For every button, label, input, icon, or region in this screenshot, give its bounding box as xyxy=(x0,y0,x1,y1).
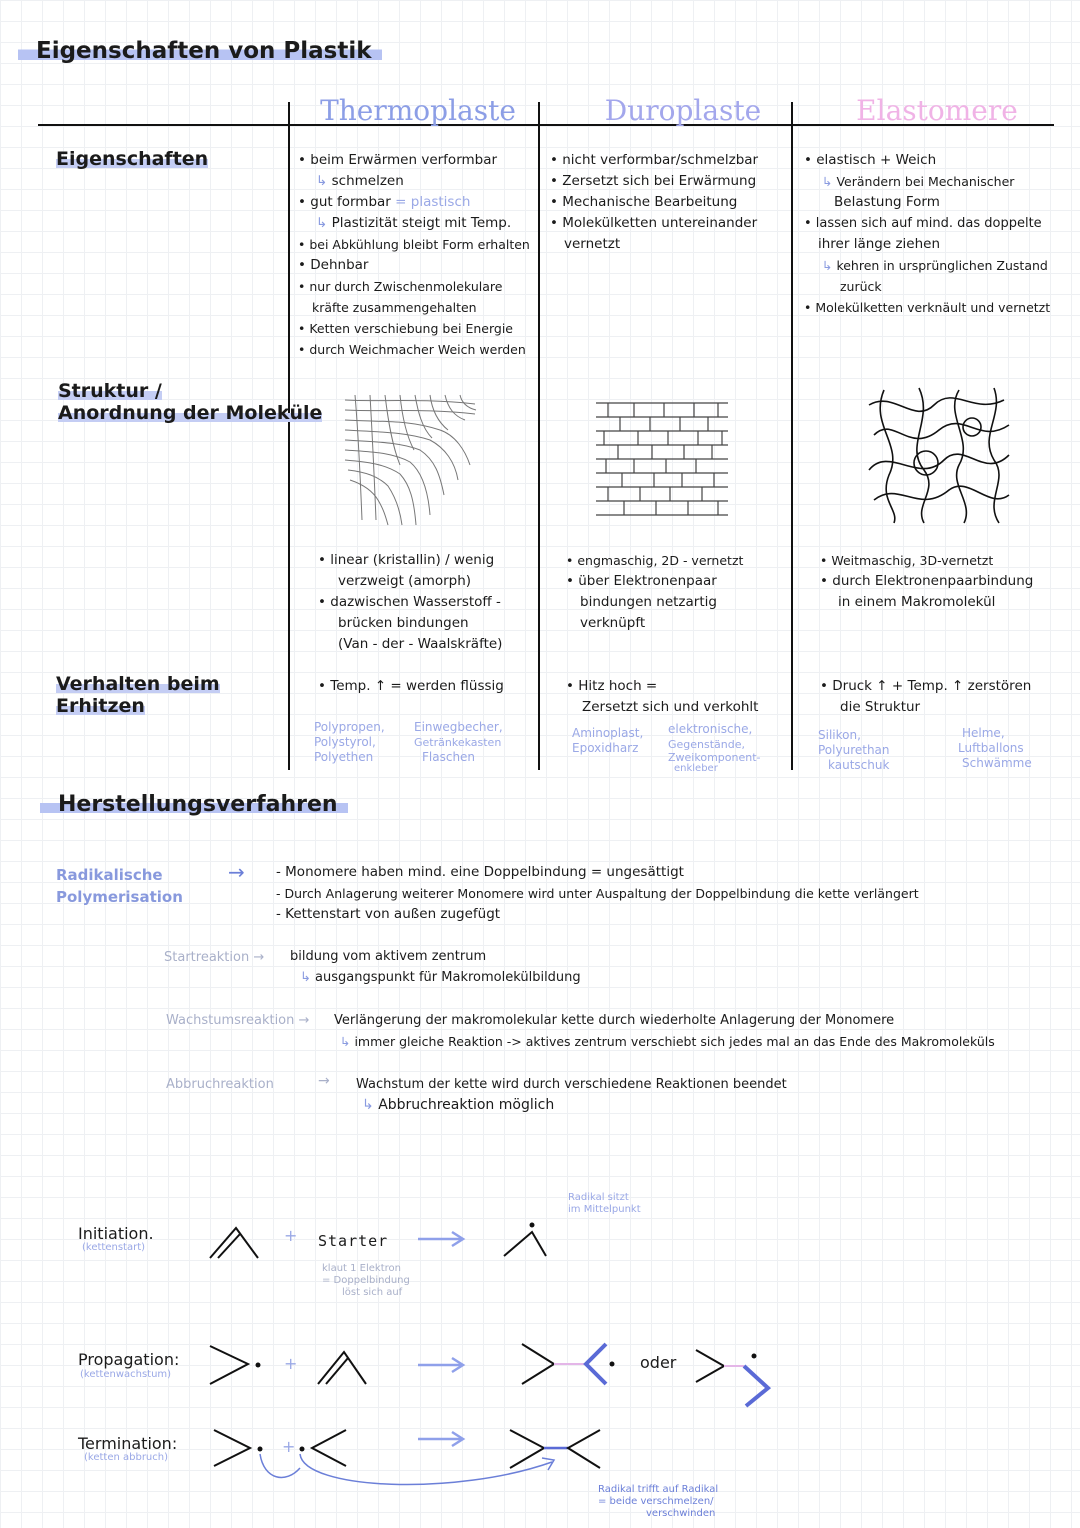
col-header-elastomere: Elastomere xyxy=(856,94,1018,127)
elasto-prop: zurück xyxy=(840,279,882,294)
thermo-examples-materials: Polypropen, Polystyrol, Polyethen xyxy=(314,720,385,764)
duro-heating xyxy=(566,676,758,718)
radikal-arrow: → xyxy=(228,860,245,884)
startreaktion-text: bildung vom aktivem zentrum ↳ ausgangspunkt für Makromolekülbildung xyxy=(290,946,581,988)
duro-examples-materials: Aminoplast, Epoxidharz xyxy=(572,726,644,755)
duro-structure-line: • engmaschig, 2D - vernetzt xyxy=(566,553,744,568)
elastomer-structure-image xyxy=(864,385,1014,525)
elasto-prop: ihrer länge ziehen xyxy=(818,236,941,252)
duro-structure xyxy=(566,550,788,634)
termination-sub: (ketten abbruch) xyxy=(84,1452,169,1463)
radikal-bullets xyxy=(276,862,1066,925)
row-header-verhalten xyxy=(56,673,220,717)
row-header-struktur-line2: Anordnung der Moleküle xyxy=(58,402,323,424)
propagation-arrow xyxy=(416,1356,466,1374)
propagation-product-1 xyxy=(520,1340,620,1390)
duro-structure-line: verknüpft xyxy=(580,615,646,631)
row-header-eigenschaften: Eigenschaften xyxy=(56,148,209,170)
section-title-herstellung: Herstellungsverfahren xyxy=(40,792,348,817)
thermo-prop: ↳ schmelzen xyxy=(298,171,538,192)
duro-examples-products: elektronische, Gegenstände, Zweikomponent- enkleber xyxy=(668,722,761,774)
duro-prop: • Molekülketten untereinander xyxy=(550,215,758,231)
propagation-monomer xyxy=(314,1346,368,1388)
thermo-properties xyxy=(298,150,538,360)
elasto-structure-line: • Weitmaschig, 3D-vernetzt xyxy=(820,553,994,568)
elasto-properties xyxy=(804,150,1076,318)
radikal-label: Radikalische Polymerisation xyxy=(56,866,183,906)
col-header-duroplaste: Duroplaste xyxy=(604,94,762,127)
duro-prop: • Mechanische Bearbeitung xyxy=(550,194,738,210)
row-header-verhalten-line1: Verhalten beim xyxy=(56,673,220,695)
initiation-arrow xyxy=(416,1230,466,1248)
elasto-examples-products: Helme, Luftballons Schwämme xyxy=(958,726,1032,770)
col-header-thermoplaste: Thermoplaste xyxy=(320,94,516,127)
duroplast-structure-image xyxy=(594,395,730,527)
thermo-prop: ↳ Plastizität steigt mit Temp. xyxy=(298,213,538,234)
thermo-structure-line: brücken bindungen xyxy=(338,615,469,631)
elasto-prop: • Molekülketten verknäult und vernetzt xyxy=(804,300,1051,315)
thermo-prop: • beim Erwärmen verformbar xyxy=(298,152,498,168)
thermo-prop: • Dehnbar xyxy=(298,257,369,273)
elasto-examples-materials: Silikon, Polyurethan kautschuk xyxy=(818,728,890,772)
initiation-monomer xyxy=(206,1222,260,1262)
duro-properties xyxy=(550,150,790,255)
row-header-struktur-line1: Struktur / xyxy=(58,380,162,402)
row-header-struktur xyxy=(58,380,322,424)
duro-prop: vernetzt xyxy=(564,236,621,252)
thermo-prop: • durch Weichmacher Weich werden xyxy=(298,342,526,357)
thermo-structure xyxy=(318,550,538,655)
startreaktion-label: Startreaktion → xyxy=(164,950,265,965)
radikal-note: Radikal sitzt im Mittelpunkt xyxy=(568,1192,641,1215)
propagation-oder: oder xyxy=(640,1353,677,1372)
row-header-verhalten-line2: Erhitzen xyxy=(56,695,145,717)
thermo-heating: • Temp. ↑ = werden flüssig xyxy=(318,678,504,694)
thermo-examples-products: Einwegbecher, Getränkekasten Flaschen xyxy=(414,720,503,764)
initiation-radical xyxy=(500,1220,550,1260)
initiation-plus: + xyxy=(284,1226,298,1245)
thermo-prop: kräfte zusammengehalten xyxy=(312,300,477,315)
thermo-prop: • nur durch Zwischenmolekulare xyxy=(298,279,503,294)
elasto-heating xyxy=(820,676,1078,718)
duro-heating-line: Zersetzt sich und verkohlt xyxy=(582,699,759,715)
thermo-structure-line: (Van - der - Waalskräfte) xyxy=(338,636,503,652)
radikal-bullet: - Kettenstart von außen zugefügt xyxy=(276,906,501,922)
termination-curve-arrow xyxy=(256,1450,566,1496)
starter-note: klaut 1 Elektron = Doppelbindung löst sich auf xyxy=(322,1263,410,1298)
propagation-plus: + xyxy=(284,1354,298,1373)
thermo-prop: • gut formbar = plastisch xyxy=(298,194,471,210)
abbruchreaktion-arrow: → xyxy=(318,1073,330,1089)
abbruchreaktion-label: Abbruchreaktion xyxy=(166,1077,274,1092)
wachstumsreaktion-text: Verlängerung der makromolekular kette durch wiederholte Anlagerung der Monomere ↳ immer gleiche Reaktion -> aktives zentrum verschiebt sich jedes mal an das Ende des Makromoleküls xyxy=(334,1010,1074,1052)
wachstumsreaktion-label: Wachstumsreaktion → xyxy=(166,1013,310,1028)
thermo-prop: • Ketten verschiebung bei Energie xyxy=(298,321,513,336)
propagation-sub: (kettenwachstum) xyxy=(80,1369,172,1380)
elasto-structure-line: • durch Elektronenpaarbindung xyxy=(820,573,1034,589)
duro-prop: • nicht verformbar/schmelzbar xyxy=(550,152,759,168)
elasto-prop: Belastung Form xyxy=(834,194,940,210)
thermo-prop: • bei Abkühlung bleibt Form erhalten xyxy=(298,237,530,252)
abbruchreaktion-text: Wachstum der kette wird durch verschiedene Reaktionen beendet ↳ Abbruchreaktion möglich xyxy=(356,1074,787,1116)
elasto-prop: • elastisch + Weich xyxy=(804,152,937,168)
page-title: Eigenschaften von Plastik xyxy=(18,38,382,64)
elasto-heating-line: die Struktur xyxy=(840,699,921,715)
duro-structure-line: • über Elektronenpaar xyxy=(566,573,717,589)
propagation-radical xyxy=(208,1344,262,1386)
radikal-bullet: - Durch Anlagerung weiterer Monomere wird unter Auspaltung der Doppelbindung die kette verlängert xyxy=(276,886,919,901)
elasto-structure xyxy=(820,550,1078,613)
propagation-label: Propagation: xyxy=(78,1350,180,1369)
elasto-prop: • lassen sich auf mind. das doppelte xyxy=(804,216,1042,231)
thermo-structure-line: • linear (kristallin) / wenig xyxy=(318,552,495,568)
radikal-bullet: - Monomere haben mind. eine Doppelbindung = ungesättigt xyxy=(276,864,684,880)
termination-plus: + xyxy=(282,1437,296,1456)
elasto-prop: ↳ kehren in ursprünglichen Zustand xyxy=(804,255,1076,276)
thermoplast-structure-image xyxy=(340,390,478,528)
duro-heating-line: • Hitz hoch = xyxy=(566,678,658,694)
thermo-structure-line: • dazwischen Wasserstoff - xyxy=(318,594,501,610)
elasto-structure-line: in einem Makromolekül xyxy=(838,594,996,610)
thermo-structure-line: verzweigt (amorph) xyxy=(338,573,472,589)
elasto-heating-line: • Druck ↑ + Temp. ↑ zerstören xyxy=(820,678,1032,694)
termination-arrow xyxy=(416,1430,466,1448)
starter-label: Starter xyxy=(318,1232,389,1250)
termination-note: Radikal trifft auf Radikal = beide verschmelzen/ verschwinden xyxy=(598,1484,719,1519)
propagation-product-2 xyxy=(694,1344,778,1406)
table-divider-1 xyxy=(288,102,290,770)
termination-label: Termination: xyxy=(78,1434,178,1453)
table-divider-3 xyxy=(791,102,793,770)
duro-prop: • Zersetzt sich bei Erwärmung xyxy=(550,173,757,189)
table-divider-2 xyxy=(538,102,540,770)
duro-structure-line: bindungen netzartig xyxy=(580,594,717,610)
elasto-prop: ↳ Verändern bei Mechanischer xyxy=(804,171,1076,192)
initiation-sub: (kettenstart) xyxy=(82,1242,146,1253)
initiation-label: Initiation. xyxy=(78,1224,154,1243)
